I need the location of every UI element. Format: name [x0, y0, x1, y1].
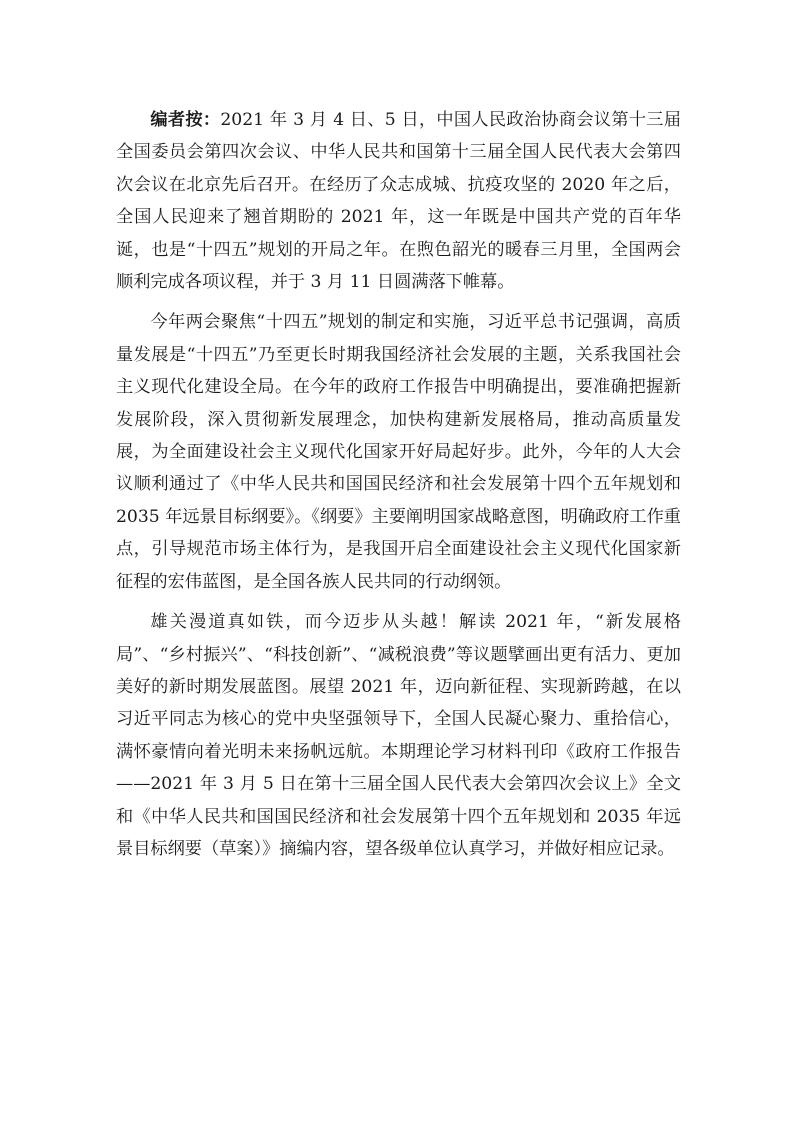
- body-paragraph-1: 今年两会聚焦“十四五”规划的制定和实施，习近平总书记强调，高质量发展是“十四五”乃至更长时期我国经济社会发展的主题，关系我国社会主义现代化建设全局。在今年的政府工作报告中明确提出，要准确把握新发展阶段，深入贯彻新发展理念，加快构建新发展格局，推动高质量发展，为全面建设社会主义现代化国家开好局起好步。此外，今年的人大会议顺利通过了《中华人民共和国国民经济和社会发展第十四个五年规划和 2035 年远景目标纲要》。《纲要》主要阐明国家战略意图，明确政府工作重点，引导规范市场主体行为，是我国开启全面建设社会主义现代化国家新征程的宏伟蓝图，是全国各族人民共同的行动纲领。: [116, 312, 681, 592]
- document-body: [116, 104, 681, 873]
- body-paragraph-2: 雄关漫道真如铁，而今迈步从头越！解读 2021 年，“新发展格局”、“乡村振兴”、“科技创新”、“减税浪费”等议题擘画出更有活力、更加美好的新时期发展蓝图。展望 2021 年，迈向新征程、实现新跨越，在以习近平同志为核心的党中央坚强领导下，全国人民凝心聚力、重拾信心，满怀豪情向着光明未来扬帆远航。本期理论学习材料刊印《政府工作报告——2021 年 3 月 5 日在第十三届全国人民代表大会第四次会议上》全文和《中华人民共和国国民经济和社会发展第十四个五年规划和 2035 年远景目标纲要（草案）》摘编内容，望各级单位认真学习，并做好相应记录。: [116, 612, 681, 859]
- editor-note-paragraph: [116, 104, 681, 298]
- editor-note-label: 编者按：: [150, 110, 221, 130]
- editor-note-text: 2021 年 3 月 4 日、5 日，中国人民政治协商会议第十三届全国委员会第四次会议、中华人民共和国第十三届全国人民代表大会第四次会议在北京先后召开。在经历了众志成城、抗疫攻坚的 2020 年之后，全国人民迎来了翘首期盼的 2021 年，这一年既是中国共产党的百年华诞，也是“十四五”规划的开局之年。在煦色韶光的暖春三月里，全国两会顺利完成各项议程，并于 3 月 11 日圆满落下帷幕。: [116, 110, 681, 293]
